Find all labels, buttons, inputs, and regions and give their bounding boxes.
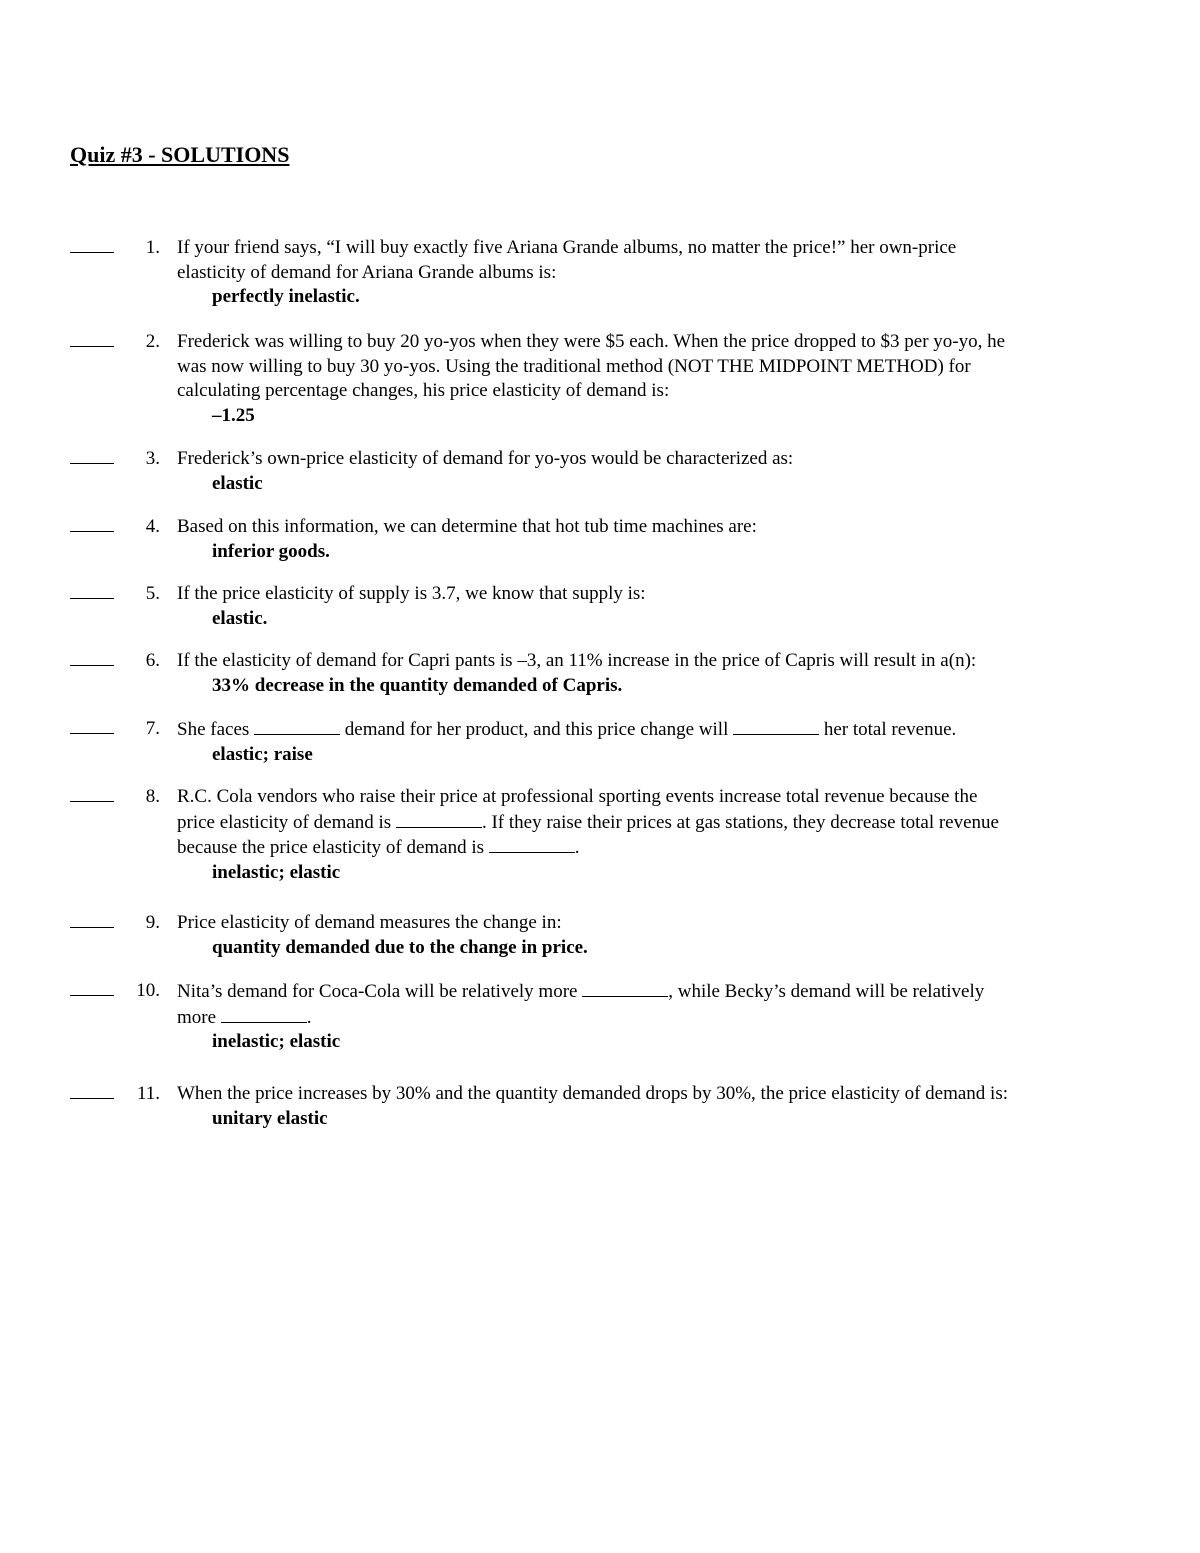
answer-blank [70, 927, 114, 928]
question-number: 6. [145, 650, 160, 671]
fill-in-blank [489, 835, 575, 853]
question-text [177, 979, 1137, 1005]
answer-blank [70, 346, 114, 347]
question-text-part: She faces [177, 719, 255, 740]
question-text-part: . If they raise their prices at gas stations, they decrease total revenue [481, 811, 999, 833]
question-number: 5. [145, 583, 160, 604]
answer-text: elastic [212, 472, 263, 494]
fill-in-blank [733, 717, 819, 735]
answer-blank [70, 733, 114, 734]
question-text [177, 810, 1137, 836]
question-text: elasticity of demand for Ariana Grande albums is: [177, 261, 557, 283]
question-text [177, 717, 1137, 743]
answer-text: quantity demanded due to the change in price. [212, 936, 588, 958]
question-number: 8. [145, 786, 160, 807]
question-text-part: her total revenue. [819, 719, 957, 740]
answer-text: –1.25 [212, 404, 255, 426]
question-number: 2. [145, 331, 160, 352]
question-text: If the elasticity of demand for Capri pants is –3, an 11% increase in the price of Capris will result in a(n): [177, 650, 977, 671]
question-text: If your friend says, “I will buy exactly five Ariana Grande albums, no matter the price!” her own-price [177, 237, 957, 258]
page-title: Quiz #3 - SOLUTIONS [70, 142, 290, 167]
question-number: 10. [136, 980, 160, 1001]
answer-text: inelastic; elastic [212, 1031, 341, 1053]
answer-blank [70, 665, 114, 666]
question-text-part: more [177, 1006, 221, 1028]
question-text-part: . [306, 1006, 312, 1028]
answer-blank [70, 1098, 114, 1099]
answer-text: perfectly inelastic. [212, 286, 360, 308]
question-text: calculating percentage changes, his price elasticity of demand is: [177, 380, 670, 402]
question-text: Frederick’s own-price elasticity of demand for yo-yos would be characterized as: [177, 448, 794, 469]
question-text: If the price elasticity of supply is 3.7, we know that supply is: [177, 583, 646, 604]
question-text: Frederick was willing to buy 20 yo-yos when they were $5 each. When the price dropped to $3 per yo-yo, he [177, 331, 1006, 352]
question-text: When the price increases by 30% and the quantity demanded drops by 30%, the price elasticity of demand is: [177, 1083, 1008, 1104]
question-number: 1. [145, 237, 160, 258]
question-text-part: . [574, 837, 580, 859]
question-number: 7. [145, 718, 160, 739]
question-text: R.C. Cola vendors who raise their price at professional sporting events increase total revenue because the [177, 786, 978, 807]
answer-text: elastic; raise [212, 743, 313, 765]
answer-blank [70, 598, 114, 599]
answer-text: inelastic; elastic [212, 861, 341, 883]
question-text [177, 835, 1137, 861]
question-number: 3. [145, 448, 160, 469]
question-text-part: price elasticity of demand is [177, 811, 396, 833]
answer-blank [70, 801, 114, 802]
answer-text: inferior goods. [212, 540, 330, 562]
fill-in-blank [582, 979, 668, 997]
answer-blank [70, 252, 114, 253]
question-text [177, 1005, 1137, 1031]
question-text-part: Nita’s demand for Coca-Cola will be relatively more [177, 981, 583, 1002]
question-text: Based on this information, we can determine that hot tub time machines are: [177, 516, 757, 537]
question-text-part: demand for her product, and this price change will [340, 719, 734, 740]
question-text: was now willing to buy 30 yo-yos. Using the traditional method (NOT THE MIDPOINT METHOD) for [177, 355, 971, 377]
question-number: 11. [136, 1083, 160, 1104]
question-text-part: because the price elasticity of demand is [177, 837, 489, 859]
answer-text: elastic. [212, 607, 268, 629]
fill-in-blank [396, 810, 482, 828]
fill-in-blank [254, 717, 340, 735]
answer-blank [70, 995, 114, 996]
question-text: Price elasticity of demand measures the change in: [177, 912, 562, 933]
answer-text: unitary elastic [212, 1107, 328, 1129]
question-number: 4. [145, 516, 160, 537]
answer-blank [70, 531, 114, 532]
question-text-part: , while Becky’s demand will be relatively [668, 981, 985, 1002]
question-number: 9. [145, 912, 160, 933]
answer-blank [70, 463, 114, 464]
fill-in-blank [221, 1005, 307, 1023]
answer-text: 33% decrease in the quantity demanded of Capris. [212, 674, 623, 696]
